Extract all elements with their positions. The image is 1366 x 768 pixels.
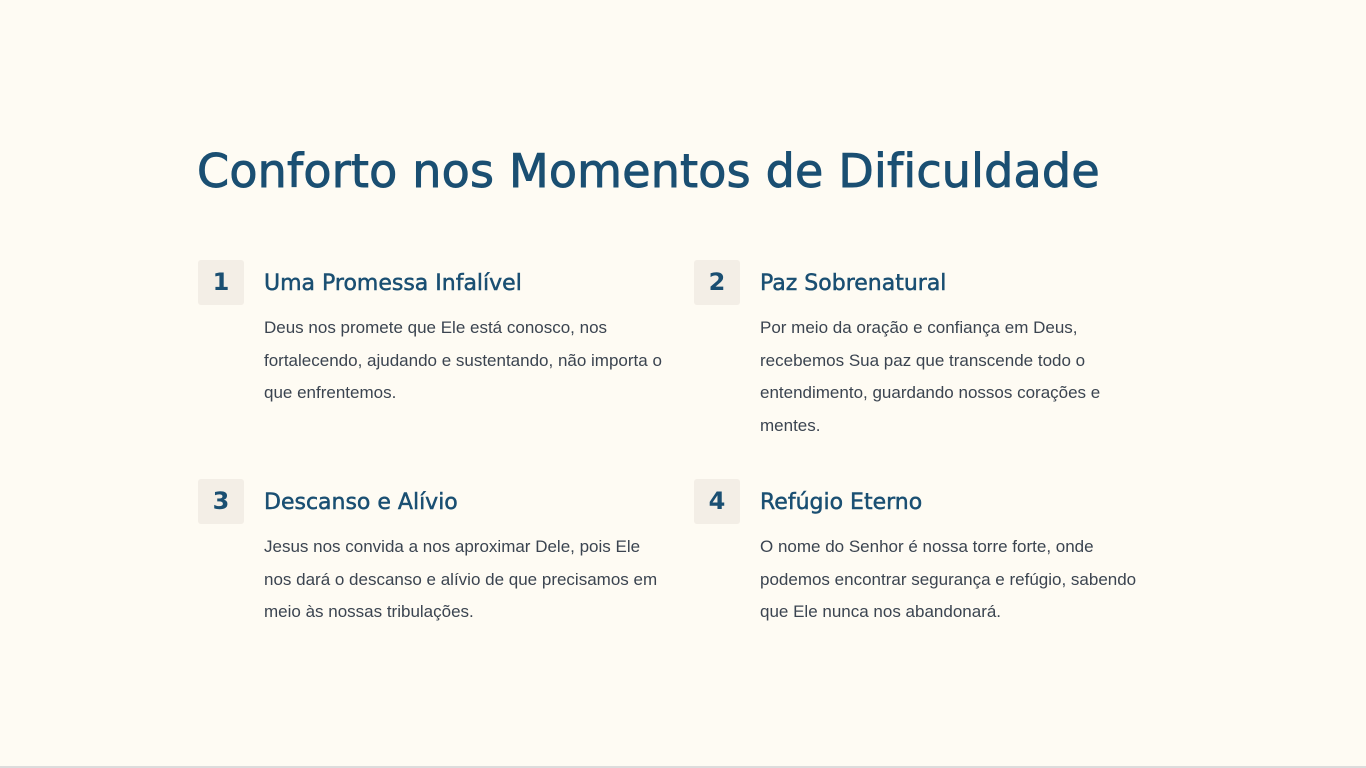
item-number-badge: 3	[198, 479, 244, 524]
item-description: O nome do Senhor é nossa torre forte, onde podemos encontrar segurança e refúgio, sabendo que Ele nunca nos abandonará.	[760, 537, 1137, 621]
item-title: Descanso e Alívio	[264, 490, 458, 515]
item-description: Jesus nos convida a nos aproximar Dele, pois Ele nos dará o descanso e alívio de que precisamos em meio às nossas tribulações.	[264, 537, 658, 621]
item-title: Paz Sobrenatural	[760, 271, 947, 296]
item-title: Uma Promessa Infalível	[264, 271, 522, 296]
page-title: Conforto nos Momentos de Dificuldade	[197, 144, 1100, 198]
item-title: Refúgio Eterno	[760, 490, 923, 515]
item-number-badge: 1	[198, 260, 244, 305]
item-description: Por meio da oração e confiança em Deus, recebemos Sua paz que transcende todo o entendimento, guardando nossos corações e mentes.	[760, 318, 1101, 435]
item-number-badge: 2	[694, 260, 740, 305]
item-description: Deus nos promete que Ele está conosco, nos fortalecendo, ajudando e sustentando, não importa o que enfrentemos.	[264, 318, 662, 402]
item-number-badge: 4	[694, 479, 740, 524]
